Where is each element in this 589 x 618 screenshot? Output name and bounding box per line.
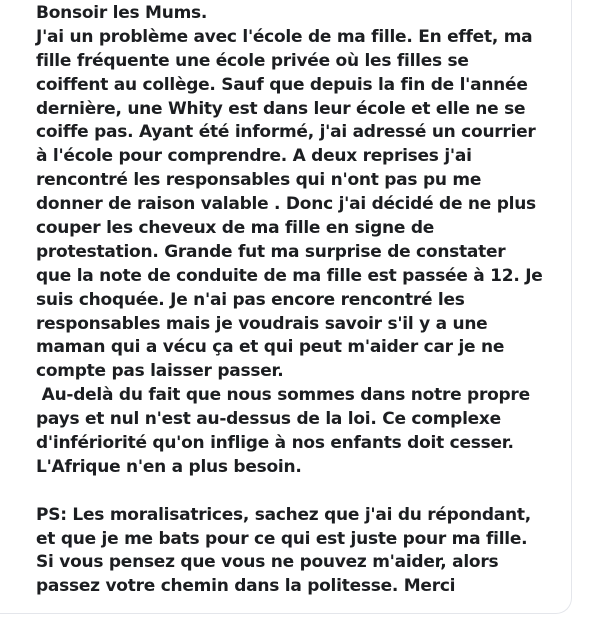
post-line: donner de raison valable . Donc j'ai décidé de ne plus — [36, 194, 536, 215]
post-line: responsables mais je voudrais savoir s'il y a une — [36, 313, 488, 334]
post-line: que la note de conduite de ma fille est passée à 12. Je — [36, 265, 543, 286]
post-line: L'Afrique n'en a plus besoin. — [36, 456, 302, 477]
post-line: coiffe pas. Ayant été informé, j'ai adressé un courrier — [36, 122, 536, 143]
post-line: rencontré les responsables qui n'ont pas pu me — [36, 170, 482, 191]
post-line: maman qui a vécu ça et qui peut m'aider car je ne — [36, 337, 505, 358]
post-line: couper les cheveux de ma fille en signe de — [36, 218, 435, 239]
ps-line: PS: Les moralisatrices, sachez que j'ai du répondant, — [36, 504, 531, 525]
ps-line: passez votre chemin dans la politesse. Merci — [36, 576, 456, 597]
post-line: à l'école pour comprendre. A deux reprises j'ai — [36, 146, 472, 167]
post-line: Au-delà du fait que nous sommes dans notre propre — [36, 385, 530, 406]
post-line: Bonsoir les Mums. — [36, 3, 208, 23]
post-line: suis choquée. Je n'ai pas encore rencontré les — [36, 289, 465, 310]
post-line: J'ai un problème avec l'école de ma fille. En effet, ma — [36, 26, 533, 47]
post-line: d'infériorité qu'on inflige à nos enfants doit cesser. — [36, 433, 514, 454]
ps-line: et que je me bats pour ce qui est juste pour ma fille. — [36, 528, 528, 549]
post-line: protestation. Grande fut ma surprise de constater — [36, 241, 506, 262]
post-body-text — [36, 2, 572, 599]
post-line: dernière, une Whity est dans leur école et elle ne se — [36, 98, 526, 119]
post-line: fille fréquente une école privée où les filles se — [36, 50, 469, 71]
paragraph-spacer — [36, 480, 572, 504]
post-line: pays et nul n'est au-dessus de la loi. Ce complexe — [36, 409, 501, 430]
post-line: coiffent au collège. Sauf que depuis la fin de l'année — [36, 74, 528, 95]
post-line: compte pas laisser passer. — [36, 361, 284, 382]
ps-line: Si vous pensez que vous ne pouvez m'aider, alors — [36, 552, 499, 573]
